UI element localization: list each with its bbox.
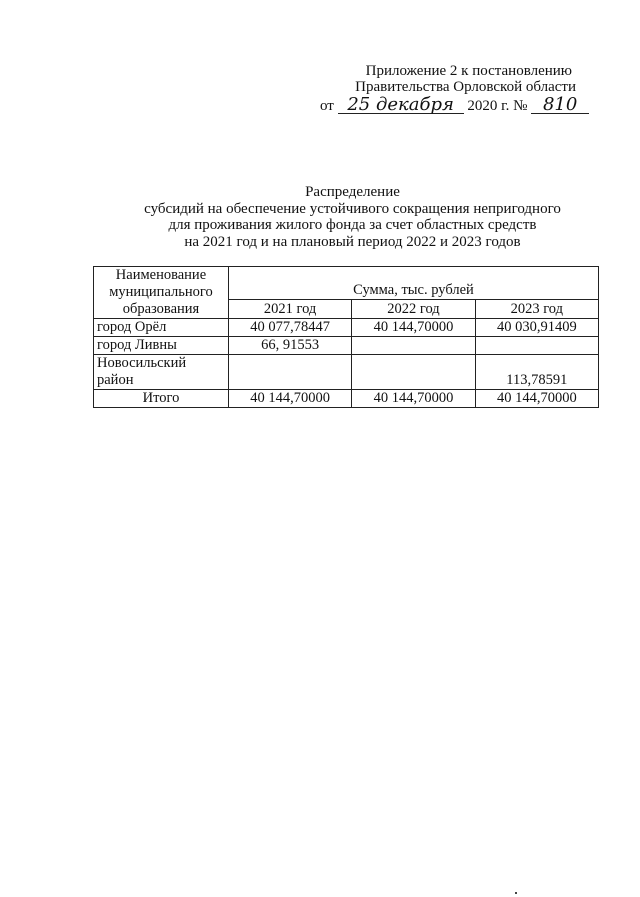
table-row [94,337,599,355]
document-title [90,184,615,250]
total-2023: 40 144,70000 [475,390,598,408]
handwritten-date: 25 декабря [338,96,464,114]
allocation-table [93,266,599,408]
amount-2021 [228,355,351,390]
total-label: Итого [94,390,229,408]
municipality-header: Наименование муниципального образования [94,267,229,319]
handwritten-number: 810 [531,96,589,114]
table-header-row [94,267,599,300]
year-2022-header: 2022 год [352,300,475,319]
total-2021: 40 144,70000 [228,390,351,408]
title-line-4: на 2021 год и на плановый период 2022 и 2023 годов [184,233,521,250]
title-line-3: для проживания жилого фонда за счет областных средств [168,217,537,233]
amount-2022 [352,355,475,390]
scan-speck [515,892,517,894]
year-2021-header: 2021 год [228,300,351,319]
table-row [94,355,599,390]
amount-2021: 40 077,78447 [228,319,351,337]
amount-2023: 113,78591 [475,355,598,390]
municipality-name: Новосильский район [94,355,229,390]
municipality-name: город Орёл [94,319,229,337]
amount-2022: 40 144,70000 [352,319,475,337]
municipality-name: город Ливны [94,337,229,355]
amount-2022 [352,337,475,355]
from-label: от [320,98,334,114]
amount-2021: 66, 91553 [228,337,351,355]
title-line-2: субсидий на обеспечение устойчивого сокращения непригодного [144,200,561,217]
date-number-line [316,96,586,114]
amount-2023: 40 030,91409 [475,319,598,337]
amount-2023 [475,337,598,355]
year-text: 2020 г. № [467,98,528,114]
government-line: Правительства Орловской области [355,79,576,95]
total-row [94,390,599,408]
year-2023-header: 2023 год [475,300,598,319]
table-row [94,319,599,337]
sum-header: Сумма, тыс. рублей [228,267,598,300]
appendix-line: Приложение 2 к постановлению [365,63,572,79]
appendix-header [316,63,586,114]
title-line-1: Распределение [305,184,400,200]
total-2022: 40 144,70000 [352,390,475,408]
